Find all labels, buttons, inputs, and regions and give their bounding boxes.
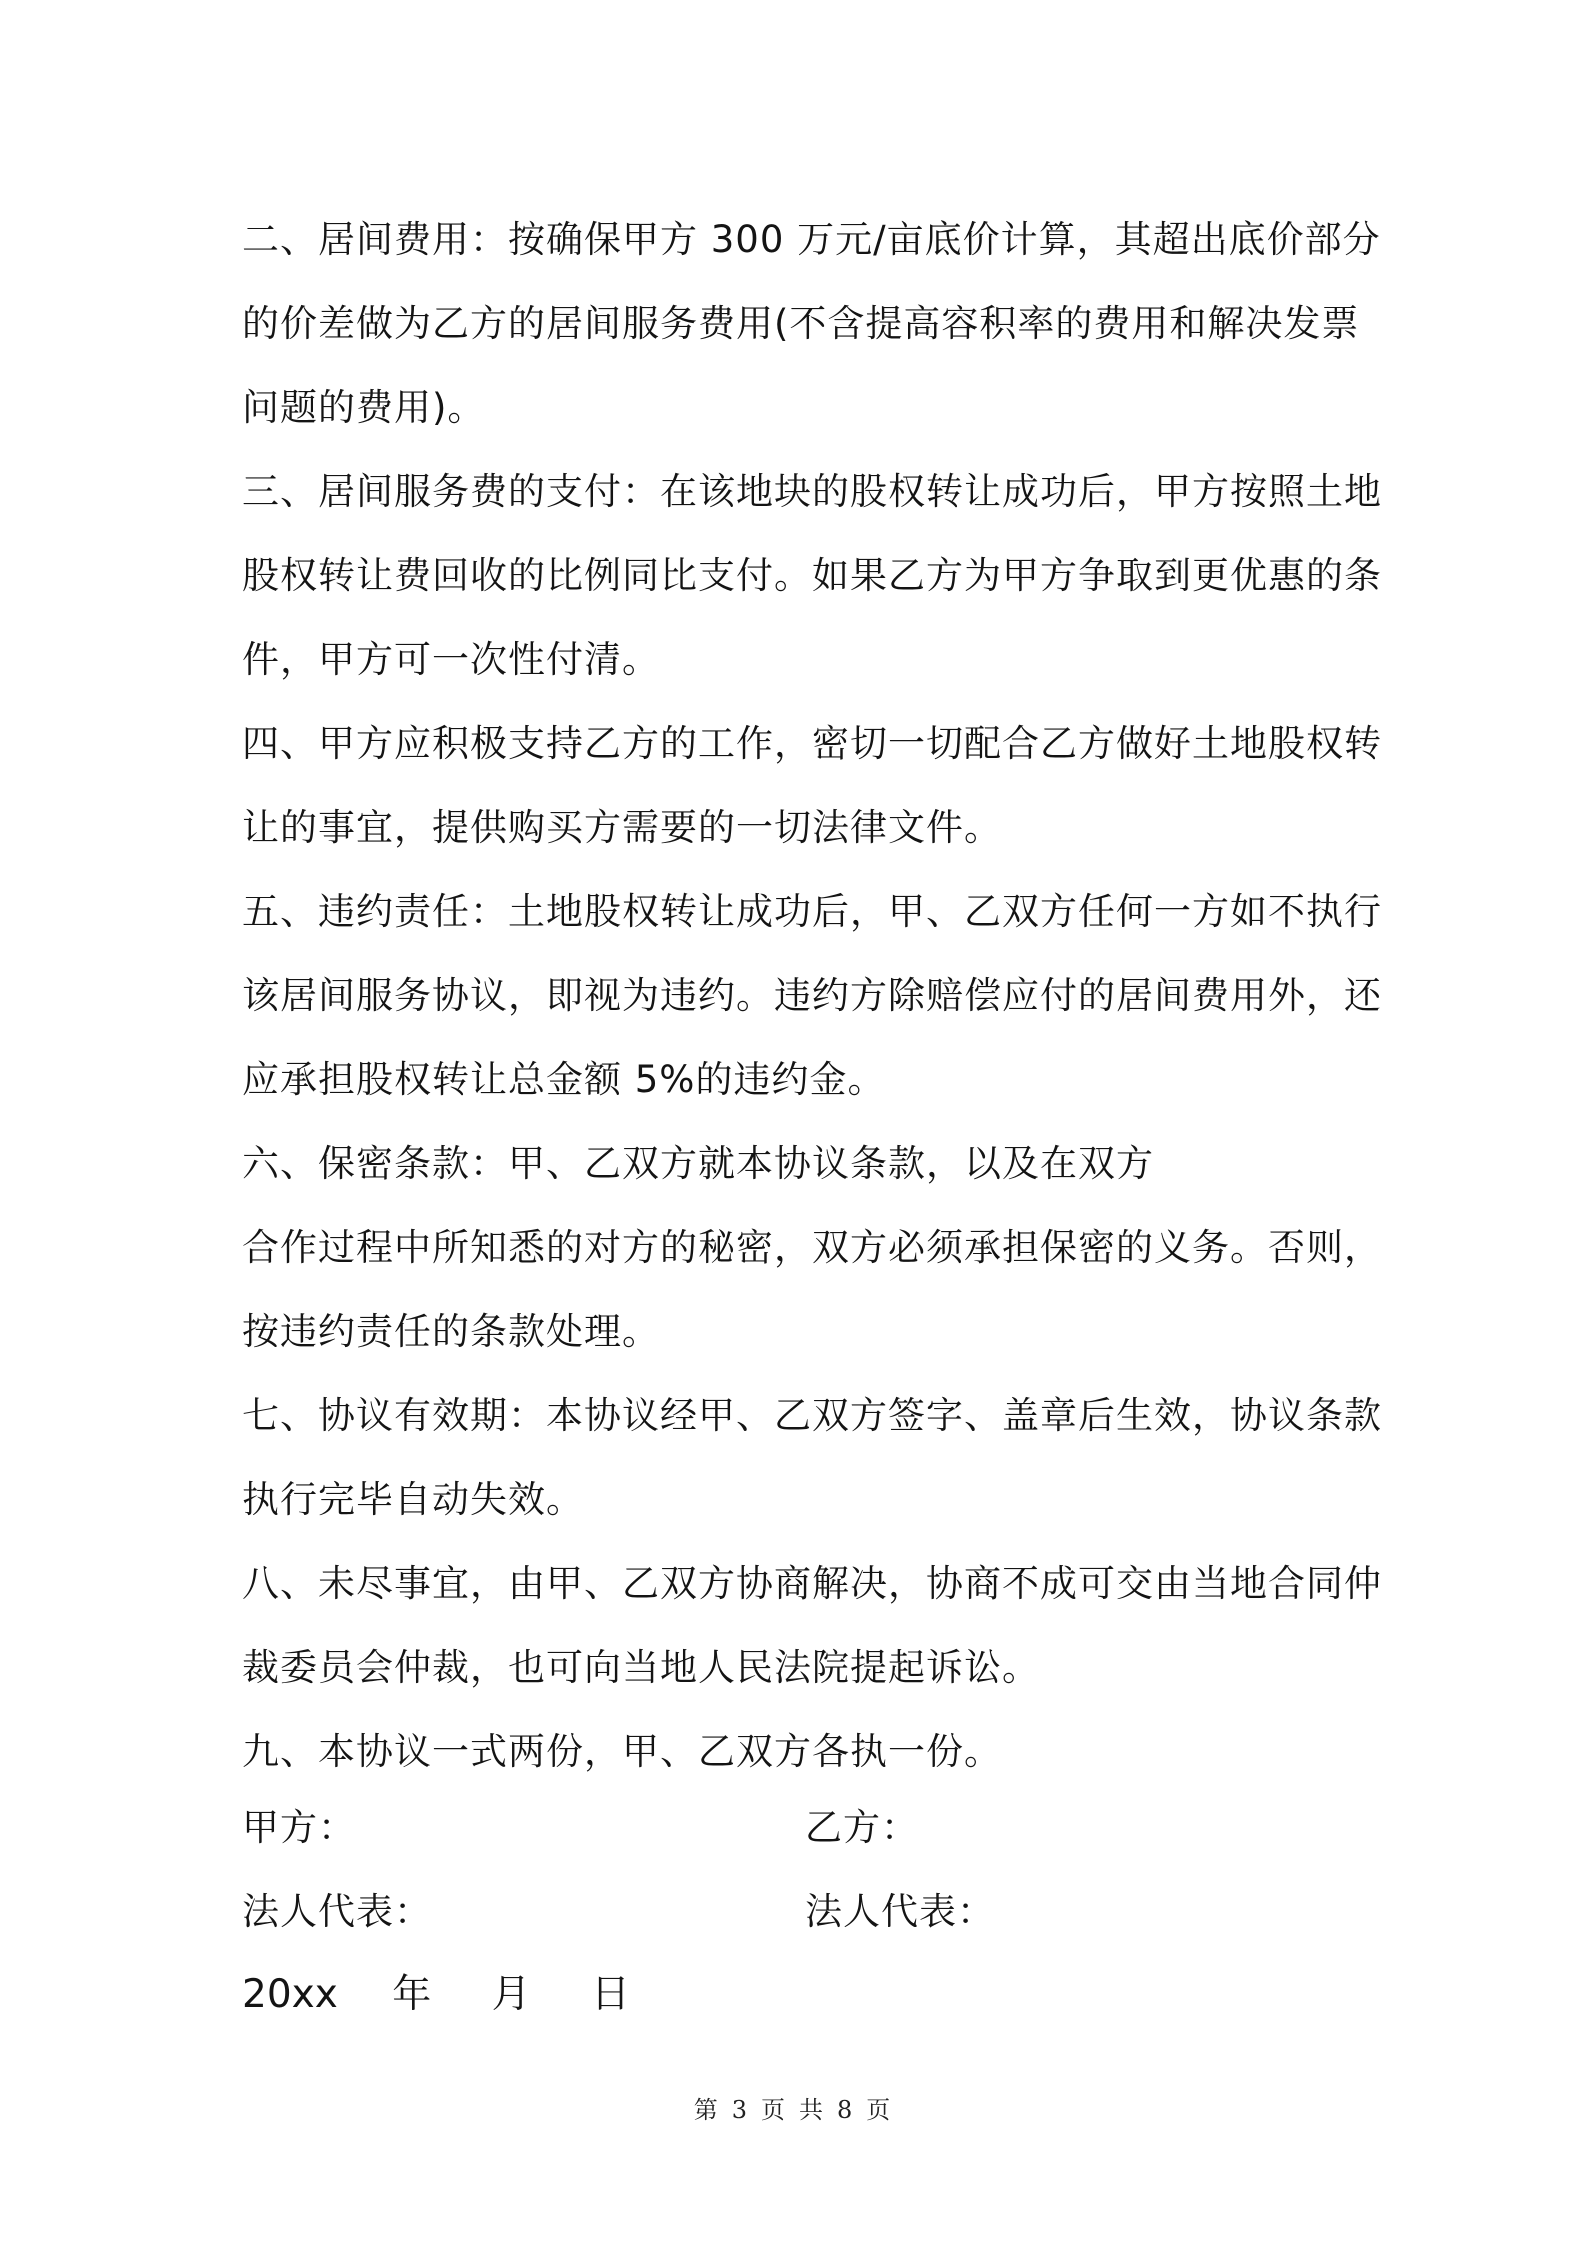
party-a-label: 甲方： [242,1806,356,1849]
clause-line: 合作过程中所知悉的对方的秘密，双方必须承担保密的义务。否则， [242,1226,1382,1269]
party-b-representative-label: 法人代表： [805,1890,995,1933]
date-year: 20xx [242,1972,338,2017]
signature-party-row [242,1786,1362,1870]
clause-line: 七、协议有效期：本协议经甲、乙双方签字、盖章后生效，协议条款 [242,1394,1382,1437]
footer-total-prefix: 共 [799,2096,825,2124]
clause-dispute-resolution [242,1542,1382,1710]
party-a-representative-label: 法人代表： [242,1890,432,1933]
clause-copies [242,1710,1362,1794]
clause-line: 股权转让费回收的比例同比支付。如果乙方为甲方争取到更优惠的条 [242,554,1382,597]
date-day-unit: 日 [591,1972,631,2017]
clause-party-a-support [242,702,1382,870]
clause-line: 八、未尽事宜，由甲、乙双方协商解决，协商不成可交由当地合同仲 [242,1562,1382,1605]
footer-current-page: 3 [731,2096,749,2124]
clause-line: 裁委员会仲裁，也可向当地人民法院提起诉讼。 [242,1646,1040,1689]
date-year-unit: 年 [392,1972,432,2017]
footer-page-unit: 页 [761,2096,787,2124]
signature-representative-row [242,1870,1362,1954]
clause-brokerage-fee [242,198,1381,450]
signing-date [242,1950,630,2040]
clause-line: 四、甲方应积极支持乙方的工作，密切一切配合乙方做好土地股权转 [242,722,1382,765]
clause-line: 二、居间费用：按确保甲方 300 万元/亩底价计算，其超出底价部分 [242,218,1381,261]
clause-validity-period [242,1374,1382,1542]
clause-line: 九、本协议一式两份，甲、乙双方各执一份。 [242,1730,1002,1773]
clause-fee-payment [242,450,1382,702]
clause-line: 三、居间服务费的支付：在该地块的股权转让成功后，甲方按照土地 [242,470,1382,513]
footer-prefix: 第 [693,2096,720,2124]
party-b-label: 乙方： [805,1806,919,1849]
clause-confidentiality [242,1122,1382,1374]
footer-total-pages: 8 [837,2096,855,2124]
footer-total-unit: 页 [866,2096,893,2124]
clause-breach-liability [242,870,1382,1122]
clause-line: 问题的费用)。 [242,386,486,429]
clause-line: 六、保密条款：甲、乙双方就本协议条款，以及在双方 [242,1142,1154,1185]
clause-line: 应承担股权转让总金额 5%的违约金。 [242,1058,886,1101]
agreement-body [242,198,1382,1794]
page-footer [0,2090,1586,2125]
clause-line: 让的事宜，提供购买方需要的一切法律文件。 [242,806,1002,849]
clause-line: 该居间服务协议，即视为违约。违约方除赔偿应付的居间费用外，还 [242,974,1382,1017]
clause-line: 执行完毕自动失效。 [242,1478,584,1521]
clause-line: 五、违约责任：土地股权转让成功后，甲、乙双方任何一方如不执行 [242,890,1382,933]
clause-line: 的价差做为乙方的居间服务费用(不含提高容积率的费用和解决发票 [242,302,1360,345]
clause-line: 按违约责任的条款处理。 [242,1310,660,1353]
clause-line: 件，甲方可一次性付清。 [242,638,660,681]
date-month-unit: 月 [491,1972,531,2017]
